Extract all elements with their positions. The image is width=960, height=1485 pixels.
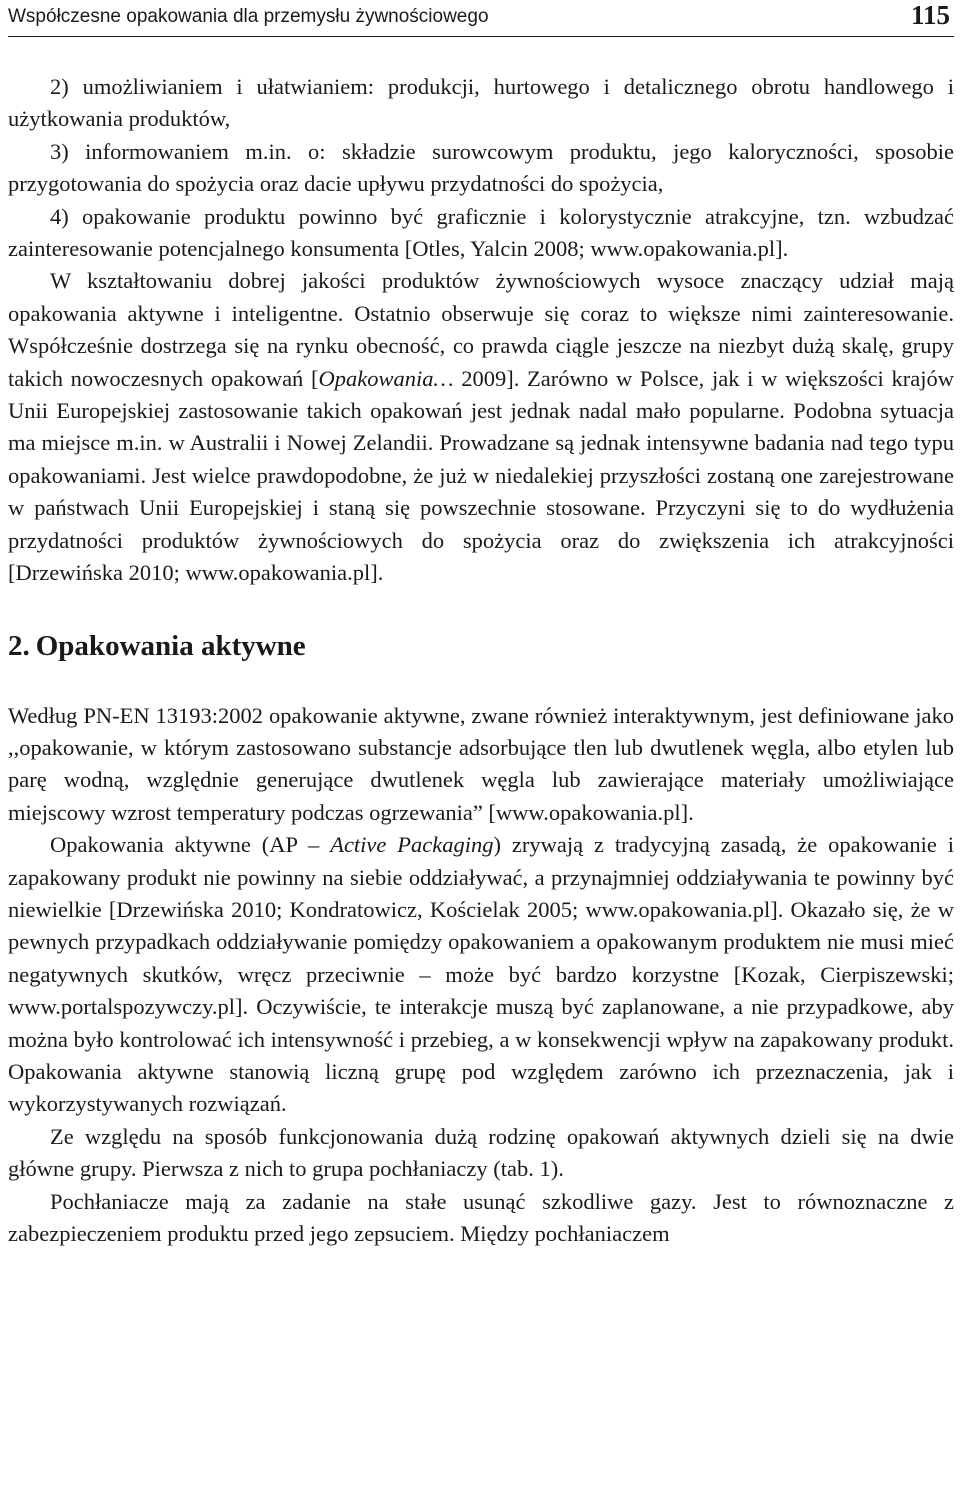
italic-citation: Opakowania… (318, 365, 454, 391)
paragraph-text: ) zrywają z tradycyjną zasadą, że opakowanie i zapakowany produkt nie powinny na siebie oddziaływać, a przynajmniej oddziaływania te powinny być niewielkie [Drzewińska 2010; Kondratowicz, Kościelak 2005; www.opakowania.pl]. Okazało się, że w pewnych przypadkach oddziaływanie pomiędzy opakowaniem a opakowanym produktem nie musi mieć negatywnych skutków, wręcz przeciwnie – może być bardzo korzystne [Kozak, Cierpiszewski; www.portalspozywczy.pl]. Oczywiście, te interakcje muszą być zaplanowane, a nie przypadkowe, aby można było kontrolować ich intensywność i przebieg, a w konsekwencji wpływ na zapakowany produkt. Opakowania aktywne stanowią liczną grupę pod względem zarówno ich przeznaczenia, jak i wykorzystywanych rozwiązań. (8, 832, 954, 1117)
section-body (8, 700, 954, 1251)
intro-block (8, 71, 954, 590)
paragraph-active-packaging (8, 829, 954, 1121)
section-title: Opakowania aktywne (35, 629, 306, 662)
paragraph-text: 2009]. Zarówno w Polsce, jak i w większości krajów Unii Europejskiej zastosowanie takich opakowań jest jednak nadal mało popularne. Podobna sytuacja ma miejsce m.in. w Australii i Nowej Zelandii. Prowadzane są jednak intensywne badania nad tego typu opakowaniami. Jest wielce prawdopodobne, że już w niedalekiej przyszłości zostaną one zarejestrowane w państwach Unii Europejskiej i staną się powszechnie stosowane. Przyczyni się to do wydłużenia przydatności produktów żywnościowych do spożycia oraz do zwiększenia ich atrakcyjności [Drzewińska 2010; www.opakowania.pl]. (8, 365, 954, 586)
running-header (8, 0, 954, 37)
list-item-4: 4) opakowanie produktu powinno być graficznie i kolorystycznie atrakcyjne, tzn. wzbudzać zainteresowanie potencjalnego konsumenta [Otles, Yalcin 2008; www.opakowania.pl]. (8, 203, 954, 262)
list-item-3: 3) informowaniem m.in. o: składzie surowcowym produktu, jego kaloryczności, sposobie przygotowania do spożycia oraz dacie upływu przydatności do spożycia, (8, 138, 954, 197)
running-title: Współczesne opakowania dla przemysłu żywnościowego (8, 6, 489, 27)
paragraph-text: Opakowania aktywne (AP – (50, 832, 331, 858)
italic-term: Active Packaging (330, 832, 494, 858)
paragraph-active-intelligent (8, 265, 954, 589)
section-number: 2. (8, 629, 30, 662)
list-item-2: 2) umożliwianiem i ułatwianiem: produkcji, hurtowego i detalicznego obrotu handlowego i użytkowania produktów, (8, 74, 954, 132)
page-number: 115 (910, 0, 950, 30)
section-heading (8, 630, 954, 662)
paragraph-absorbers: Pochłaniacze mają za zadanie na stałe usunąć szkodliwe gazy. Jest to równoznaczne z zabezpieczeniem produktu przed jego zepsuciem. Między pochłaniaczem (8, 1188, 954, 1246)
paragraph-text: W kształtowaniu dobrej jakości produktów żywnościowych wysoce znaczący udział mają opakowania aktywne i inteligentne. Ostatnio obserwuje się coraz to większe nimi zainteresowanie. Współcześnie dostrzega się na rynku obecność, co prawda ciągle jeszcze na niezbyt dużą skalę, grupy takich nowoczesnych opakowań [ (8, 268, 954, 391)
document-page (8, 0, 954, 1250)
paragraph-definition: Według PN-EN 13193:2002 opakowanie aktywne, zwane również interaktywnym, jest definiowane jako ,,opakowanie, w którym zastosowano substancje adsorbujące tlen lub dwutlenek węgla, albo etylen lub parę wodną, względnie generujące dwutlenek węgla lub zawierające materiały umożliwiające miejscowy wzrost temperatury podczas ogrzewania” [www.opakowania.pl]. (8, 702, 954, 825)
paragraph-groups: Ze względu na sposób funkcjonowania dużą rodzinę opakowań aktywnych dzieli się na dwie główne grupy. Pierwsza z nich to grupa pochłaniaczy (tab. 1). (8, 1123, 954, 1182)
